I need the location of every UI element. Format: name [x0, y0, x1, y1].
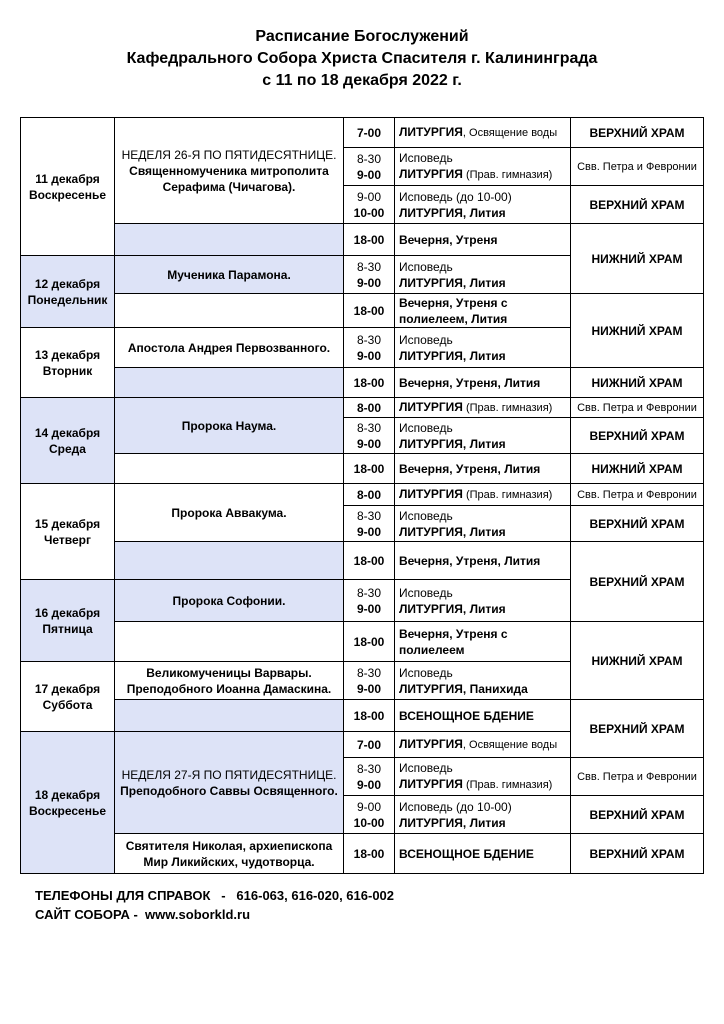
service-cell: Исповедь (до 10-00) ЛИТУРГИЯ, Лития: [395, 186, 571, 224]
temple-cell: ВЕРХНИЙ ХРАМ: [571, 506, 704, 542]
time-cell: 8-30 9-00: [344, 418, 395, 454]
service-cell: Вечерня, Утреня: [395, 224, 571, 256]
schedule-table: [20, 117, 704, 874]
table-row: [21, 294, 704, 328]
contacts-footer: [35, 886, 394, 924]
time-cell: 18-00: [344, 542, 395, 580]
page-title: [0, 26, 724, 92]
site-link[interactable]: САЙТ СОБОРА - www.soborkld.ru: [35, 907, 251, 922]
temple-cell: ВЕРХНИЙ ХРАМ: [571, 118, 704, 148]
service-cell: ЛИТУРГИЯ (Прав. гимназия): [395, 484, 571, 506]
feast-cell: Пророка Софонии.: [115, 580, 344, 622]
temple-cell: НИЖНИЙ ХРАМ: [571, 294, 704, 368]
time-cell: 18-00: [344, 368, 395, 398]
time-cell: 18-00: [344, 224, 395, 256]
title-line-1: Расписание Богослужений: [255, 28, 469, 45]
time-cell: 7-00: [344, 732, 395, 758]
service-cell: ЛИТУРГИЯ, Освящение воды: [395, 732, 571, 758]
day-cell: 15 декабря Четверг: [21, 484, 115, 580]
feast-cell: [115, 368, 344, 398]
feast-cell: [115, 700, 344, 732]
time-cell: 18-00: [344, 834, 395, 874]
feast-cell: НЕДЕЛЯ 26-Я ПО ПЯТИДЕСЯТНИЦЕ. Священномученика митрополита Серафима (Чичагова).: [115, 118, 344, 224]
day-cell: 14 декабря Среда: [21, 398, 115, 484]
table-row: [21, 398, 704, 418]
day-cell: 12 декабря Понедельник: [21, 256, 115, 328]
time-cell: 18-00: [344, 700, 395, 732]
feast-cell: [115, 622, 344, 662]
time-cell: 8-30 9-00: [344, 148, 395, 186]
service-cell: Исповедь ЛИТУРГИЯ, Лития: [395, 418, 571, 454]
feast-cell: Мученика Парамона.: [115, 256, 344, 294]
service-cell: Вечерня, Утреня, Лития: [395, 368, 571, 398]
table-row: [21, 484, 704, 506]
day-cell: 11 декабря Воскресенье: [21, 118, 115, 256]
temple-cell: ВЕРХНИЙ ХРАМ: [571, 542, 704, 622]
feast-cell: НЕДЕЛЯ 27-Я ПО ПЯТИДЕСЯТНИЦЕ. Преподобного Саввы Освященного.: [115, 732, 344, 834]
time-cell: 8-30 9-00: [344, 758, 395, 796]
temple-cell: НИЖНИЙ ХРАМ: [571, 622, 704, 700]
feast-cell: Пророка Наума.: [115, 398, 344, 454]
temple-cell: НИЖНИЙ ХРАМ: [571, 368, 704, 398]
service-cell: Исповедь ЛИТУРГИЯ, Лития: [395, 506, 571, 542]
title-line-3: с 11 по 18 декабря 2022 г.: [262, 72, 462, 89]
feast-cell: Пророка Аввакума.: [115, 484, 344, 542]
temple-cell: ВЕРХНИЙ ХРАМ: [571, 834, 704, 874]
temple-cell: НИЖНИЙ ХРАМ: [571, 454, 704, 484]
service-cell: Вечерня, Утреня с полиелеем, Лития: [395, 294, 571, 328]
service-cell: ВСЕНОЩНОЕ БДЕНИЕ: [395, 834, 571, 874]
time-cell: 8-00: [344, 484, 395, 506]
time-cell: 8-30 9-00: [344, 506, 395, 542]
temple-cell: ВЕРХНИЙ ХРАМ: [571, 796, 704, 834]
time-cell: 18-00: [344, 294, 395, 328]
temple-cell: НИЖНИЙ ХРАМ: [571, 224, 704, 294]
service-cell: ЛИТУРГИЯ, Освящение воды: [395, 118, 571, 148]
day-cell: 13 декабря Вторник: [21, 328, 115, 398]
feast-cell: [115, 542, 344, 580]
time-cell: 9-00 10-00: [344, 796, 395, 834]
time-cell: 8-30 9-00: [344, 256, 395, 294]
temple-cell: Свв. Петра и Февронии: [571, 484, 704, 506]
table-row: [21, 368, 704, 398]
temple-cell: Свв. Петра и Февронии: [571, 758, 704, 796]
service-cell: Исповедь (до 10-00) ЛИТУРГИЯ, Лития: [395, 796, 571, 834]
time-cell: 9-00 10-00: [344, 186, 395, 224]
service-cell: ВСЕНОЩНОЕ БДЕНИЕ: [395, 700, 571, 732]
feast-cell: Апостола Андрея Первозванного.: [115, 328, 344, 368]
table-row: [21, 542, 704, 580]
feast-cell: [115, 294, 344, 328]
feast-cell: [115, 454, 344, 484]
phones-text: ТЕЛЕФОНЫ ДЛЯ СПРАВОК - 616-063, 616-020, 616-002: [35, 888, 395, 903]
service-cell: Исповедь ЛИТУРГИЯ, Лития: [395, 580, 571, 622]
time-cell: 18-00: [344, 454, 395, 484]
service-cell: Исповедь ЛИТУРГИЯ, Панихида: [395, 662, 571, 700]
table-row: [21, 118, 704, 148]
title-line-2: Кафедрального Собора Христа Спасителя г. Калининграда: [126, 50, 598, 67]
temple-cell: ВЕРХНИЙ ХРАМ: [571, 418, 704, 454]
table-row: [21, 454, 704, 484]
service-cell: ЛИТУРГИЯ (Прав. гимназия): [395, 398, 571, 418]
temple-cell: Свв. Петра и Февронии: [571, 148, 704, 186]
feast-cell: [115, 224, 344, 256]
table-row: [21, 834, 704, 874]
service-cell: Исповедь ЛИТУРГИЯ (Прав. гимназия): [395, 758, 571, 796]
service-cell: Исповедь ЛИТУРГИЯ, Лития: [395, 328, 571, 368]
table-row: [21, 622, 704, 662]
time-cell: 8-30 9-00: [344, 328, 395, 368]
temple-cell: Свв. Петра и Февронии: [571, 398, 704, 418]
service-cell: Исповедь ЛИТУРГИЯ, Лития: [395, 256, 571, 294]
service-cell: Вечерня, Утреня, Лития: [395, 454, 571, 484]
service-cell: Вечерня, Утреня с полиелеем: [395, 622, 571, 662]
time-cell: 18-00: [344, 622, 395, 662]
time-cell: 8-00: [344, 398, 395, 418]
table-row: [21, 700, 704, 732]
day-cell: 17 декабря Суббота: [21, 662, 115, 732]
service-cell: Вечерня, Утреня, Лития: [395, 542, 571, 580]
feast-cell: Святителя Николая, архиепископа Мир Ликийских, чудотворца.: [115, 834, 344, 874]
temple-cell: ВЕРХНИЙ ХРАМ: [571, 186, 704, 224]
service-cell: Исповедь ЛИТУРГИЯ (Прав. гимназия): [395, 148, 571, 186]
time-cell: 7-00: [344, 118, 395, 148]
temple-cell: ВЕРХНИЙ ХРАМ: [571, 700, 704, 758]
time-cell: 8-30 9-00: [344, 662, 395, 700]
table-row: [21, 224, 704, 256]
day-cell: 18 декабря Воскресенье: [21, 732, 115, 874]
feast-cell: Великомученицы Варвары. Преподобного Иоанна Дамаскина.: [115, 662, 344, 700]
day-cell: 16 декабря Пятница: [21, 580, 115, 662]
time-cell: 8-30 9-00: [344, 580, 395, 622]
